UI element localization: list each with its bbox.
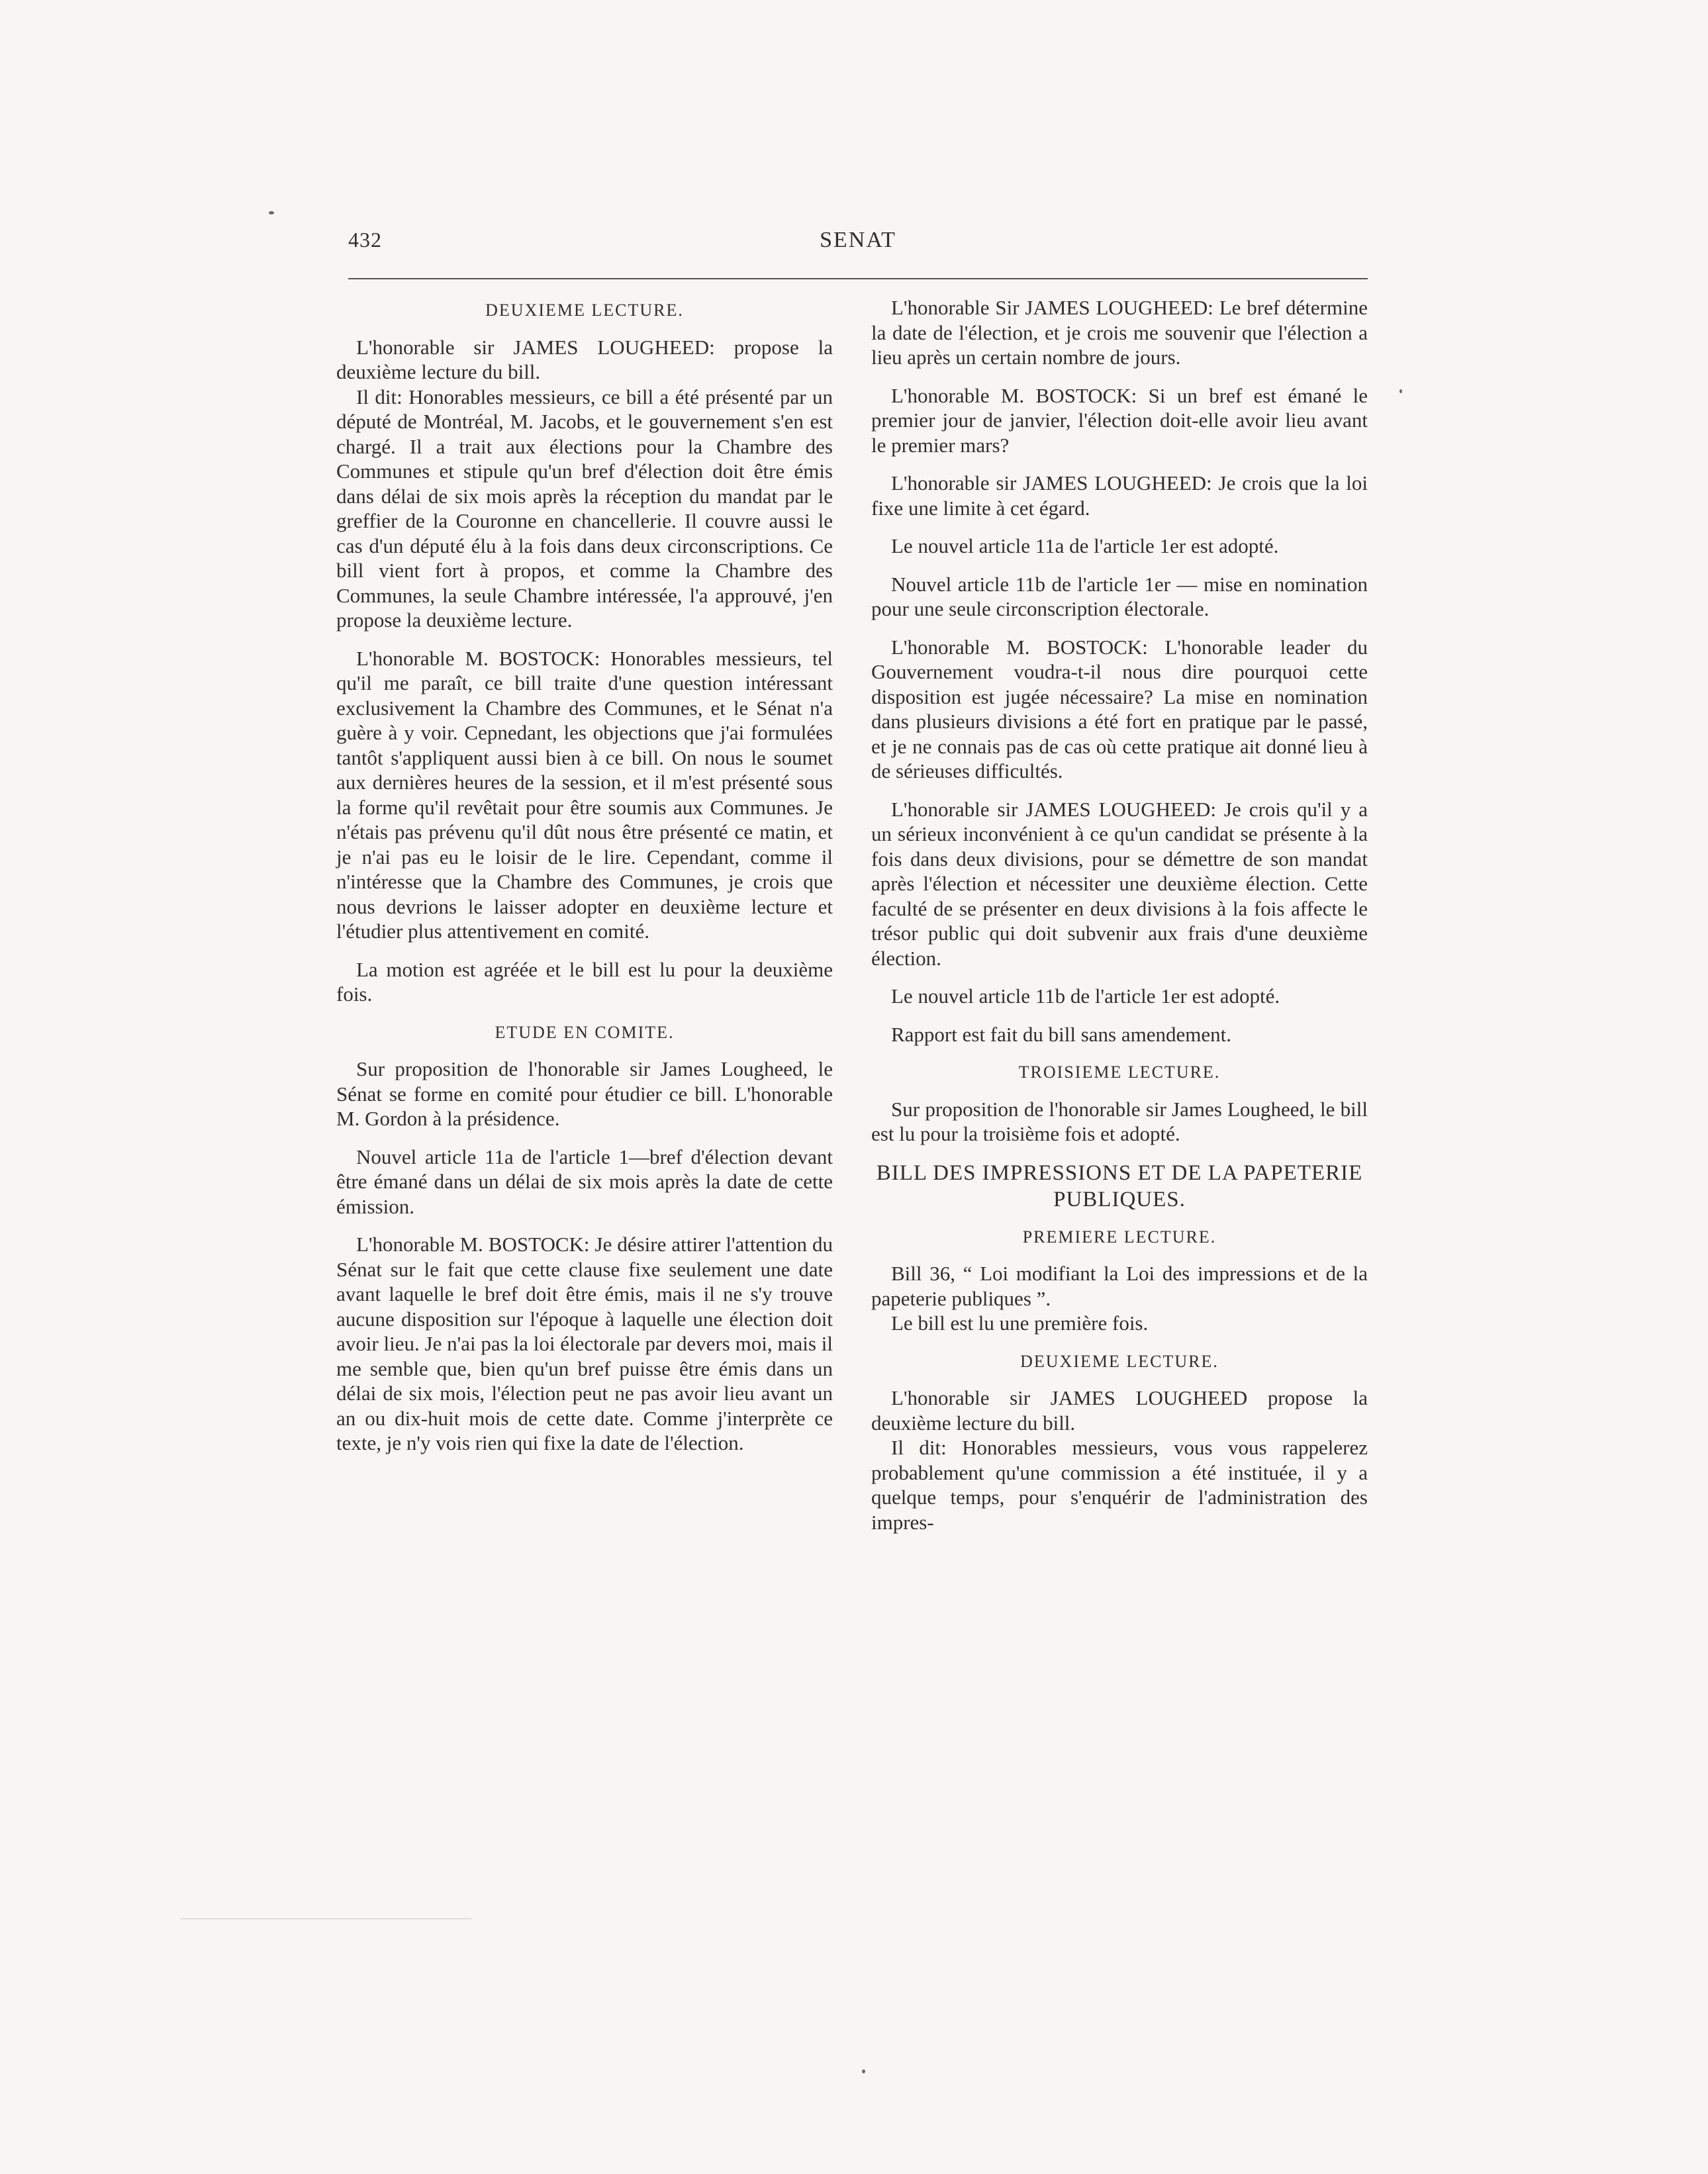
paragraph: Il dit: Honorables messieurs, ce bill a été présenté par un député de Montréal, M. Jacobs, et le gouvernement s'en est chargé. Il a trait aux élections pour la Chambre des Communes et stipule qu'un bref d'élection doit être émis dans délai de six mois après la réception du mandat par le greffier de la Couronne en chancellerie. Il couvre aussi le cas d'un député élu à la fois dans deux circonscriptions. Ce bill vient fort à propos, et comme la Chambre des Communes, la seule Chambre intéressée, l'a approuvé, j'en propose la deuxième lecture. <box>336 385 833 632</box>
running-head: SENAT <box>820 228 896 252</box>
right-column <box>871 295 1368 1535</box>
paragraph: Sur proposition de l'honorable sir James Lougheed, le Sénat se forme en comité pour étudier ce bill. L'honorable M. Gordon à la présidence. <box>336 1057 833 1130</box>
paragraph: L'honorable M. BOSTOCK: L'honorable leader du Gouvernement voudra-t-il nous dire pourquoi cette disposition est jugée nécessaire? La mise en nomination dans plusieurs divisions a été fort en pratique par le passé, et je ne connais pas de cas où cette pratique ait donné lieu à de sérieuses difficultés. <box>871 635 1368 782</box>
paragraph: La motion est agréée et le bill est lu pour la deuxième fois. <box>336 957 833 1006</box>
section-heading-deuxieme-lecture: DEUXIEME LECTURE. <box>485 301 684 320</box>
paragraph: Nouvel article 11a de l'article 1—bref d'élection devant être émané dans un délai de six mois après la date de cette émission. <box>336 1145 833 1218</box>
header-rule <box>348 278 1368 279</box>
paragraph: Le nouvel article 11a de l'article 1er est adopté. <box>891 534 1279 557</box>
scan-speck <box>862 2069 865 2073</box>
paragraph: L'honorable M. BOSTOCK: Je désire attirer l'attention du Sénat sur le fait que cette clause fixe seulement une date avant laquelle le bref doit être émis, mais il ne s'y trouve aucune disposition sur l'époque à laquelle une élection doit avoir lieu. Je n'ai pas la loi électorale par devers moi, mais il me semble que, bien qu'un bref puisse être émis dans un délai de six mois, l'élection peut ne pas avoir lieu avant un an ou dix-huit mois de cette date. Comme j'interprète ce texte, je n'y vois rien qui fixe la date de l'élection. <box>336 1233 833 1454</box>
section-heading-deuxieme-lecture: DEUXIEME LECTURE. <box>1020 1351 1219 1371</box>
paragraph: L'honorable sir JAMES LOUGHEED: propose la deuxième lecture du bill. <box>336 335 833 383</box>
paragraph: Rapport est fait du bill sans amendement. <box>891 1022 1231 1046</box>
paragraph: Bill 36, “ Loi modifiant la Loi des impressions et de la papeterie publiques ”. <box>871 1262 1368 1310</box>
scan-edge-line <box>180 1918 471 1919</box>
bill-title: BILL DES IMPRESSIONS ET DE LA PAPETERIE PUBLIQUES. <box>876 1160 1363 1211</box>
paragraph: Nouvel article 11b de l'article 1er — mise en nomination pour une seule circonscription électorale. <box>871 572 1368 620</box>
section-heading-troisieme-lecture: TROISIEME LECTURE. <box>1018 1063 1221 1082</box>
paragraph: L'honorable M. BOSTOCK: Honorables messieurs, tel qu'il me paraît, ce bill traite d'une question intéressant exclusivement la Chambre des Communes, et le Sénat n'a guère à y voir. Cepnedant, les objections que j'ai formulées tantôt s'appliquent aussi bien à ce bill. On nous le soumet aux dernières heures de la session, et il m'est présenté sous la forme qu'il revêtait pour être soumis aux Communes. Je n'étais pas prévenu qu'il dût nous être présenté ce matin, et je n'ai pas eu le loisir de le lire. Cependant, comme il n'intéresse que la Chambre des Communes, je crois que nous devrions le laisser adopter en deuxième lecture et l'étudier plus attentivement en comité. <box>336 646 833 943</box>
paragraph: L'honorable M. BOSTOCK: Si un bref est émané le premier jour de janvier, l'élection doit-elle avoir lieu avant le premier mars? <box>871 383 1368 457</box>
paragraph: L'honorable Sir JAMES LOUGHEED: Le bref détermine la date de l'élection, et je crois me souvenir que l'élection a lieu après un certain nombre de jours. <box>871 296 1368 369</box>
paragraph: Le nouvel article 11b de l'article 1er est adopté. <box>891 984 1280 1008</box>
paragraph: L'honorable sir JAMES LOUGHEED propose la deuxième lecture du bill. <box>871 1386 1368 1435</box>
paragraph: L'honorable sir JAMES LOUGHEED: Je crois qu'il y a un sérieux inconvénient à ce qu'un candidat se présente à la fois dans deux divisions, pour se démettre de son mandat après l'élection et nécessiter une deuxième élection. Cette faculté de se présenter en deux divisions à la fois affecte le trésor public qui doit subvenir aux frais d'une deuxième élection. <box>871 797 1368 970</box>
paragraph: Le bill est lu une première fois. <box>891 1311 1149 1335</box>
page-number: 432 <box>348 228 382 252</box>
scan-speck <box>1400 389 1402 393</box>
scan-speck <box>269 211 274 214</box>
paragraph: Sur proposition de l'honorable sir James Lougheed, le bill est lu pour la troisième fois et adopté. <box>871 1097 1368 1145</box>
page-header <box>348 228 1368 267</box>
section-heading-premiere-lecture: PREMIERE LECTURE. <box>1022 1227 1217 1247</box>
paragraph: Il dit: Honorables messieurs, vous vous rappelerez probablement qu'une commission a été instituée, il y a quelque temps, pour s'enquérir de l'administration des impres- <box>871 1436 1368 1534</box>
paragraph: L'honorable sir JAMES LOUGHEED: Je crois que la loi fixe une limite à cet égard. <box>871 471 1368 520</box>
left-column <box>336 295 833 1469</box>
section-heading-etude-en-comite: ETUDE EN COMITE. <box>495 1022 675 1042</box>
